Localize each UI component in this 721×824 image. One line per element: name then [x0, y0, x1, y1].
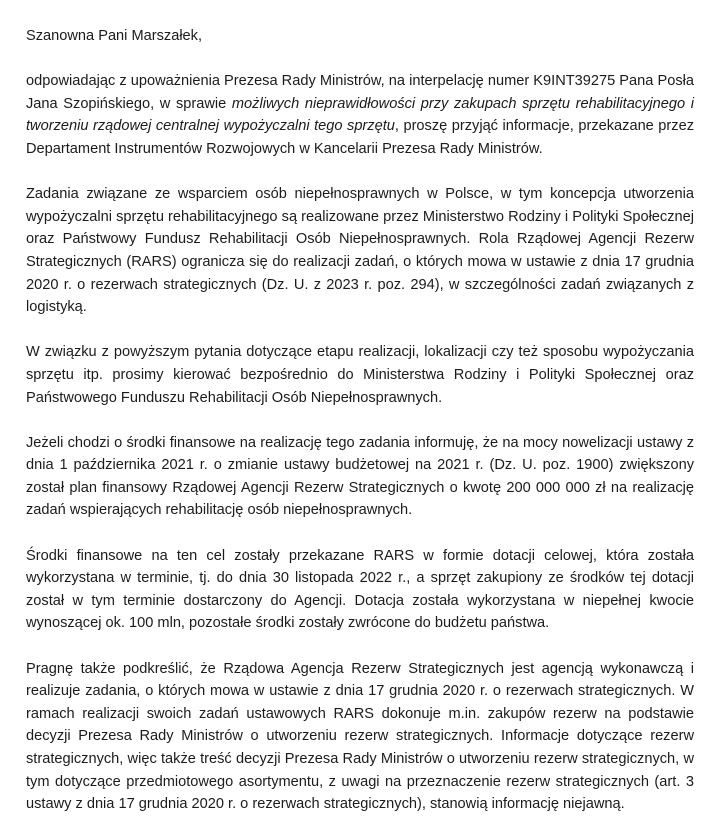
- paragraph-intro-response: [26, 70, 694, 160]
- paragraph-text: Jeżeli chodzi o środki finansowe na realizację tego zadania informuję, że na mocy nowelizacji ustawy z dnia 1 października 2021 r. o zmianie ustawy budżetowej na 2021 r. (Dz. U. poz. 1900) zwiększony został plan finansowy Rządowej Agencji Rezerw Strategicznych o kwotę 200 000 000 zł na realizację zadań wspierających rehabilitację osób niepełnosprawnych.: [26, 434, 694, 519]
- paragraph-text: Pragnę także podkreślić, że Rządowa Agencja Rezerw Strategicznych jest agencją wykonawczą i realizuje zadania, o których mowa w ustawie z dnia 17 grudnia 2020 r. o rezerwach strategicznych. W ramach realizacji swoich zadań ustawowych RARS dokonuje m.in. zakupów rezerw na podstawie decyzji Prezesa Rady Ministrów o utworzeniu rezerw strategicznych. Informacje dotyczące rezerw strategicznych, więc także treść decyzji Prezesa Rady Ministrów o utworzeniu rezerw strategicznych, w tym dotyczące przedmiotowego asortymentu, z uwagi na przeznaczenie rezerw strategicznych (art. 3 ustawy z dnia 17 grudnia 2020 r. o rezerwach strategicznych), stanowią informację niejawną.: [26, 660, 694, 813]
- paragraph-redirect-questions: [26, 341, 694, 409]
- paragraph-grant-usage: [26, 545, 694, 635]
- paragraph-text: Środki finansowe na ten cel zostały przekazane RARS w formie dotacji celowej, która została wykorzystana w terminie, tj. do dnia 30 listopada 2022 r., a sprzęt zakupiony ze środków tej dotacji został w tym terminie dostarczony do Agencji. Dotacja została wykorzystana w niepełnej kwocie wynoszącej ok. 100 mln, pozostałe środki zostały zwrócone do budżetu państwa.: [26, 547, 694, 632]
- paragraph-classified-info: [26, 658, 694, 816]
- paragraph-text-italic: możliwych nieprawidłowości przy zakupach sprzętu rehabilitacyjnego i tworzeniu rządowej centralnej wypożyczalni tego sprzętu: [26, 95, 694, 135]
- paragraph-text: , proszę przyjąć informacje, przekazane przez Departament Instrumentów Rozwojowych w Kancelarii Prezesa Rady Ministrów.: [26, 118, 694, 157]
- paragraph-text: Zadania związane ze wsparciem osób niepełnosprawnych w Polsce, w tym koncepcja utworzenia wypożyczalni sprzętu rehabilitacyjnego są realizowane przez Ministerstwo Rodziny i Polityki Społecznej oraz Państwowy Fundusz Rehabilitacji Osób Niepełnosprawnych. Rola Rządowej Agencji Rezerw Strategicznych (RARS) ogranicza się do realizacji zadań, o których mowa w ustawie z dnia 17 grudnia 2020 r. o rezerwach strategicznych (Dz. U. z 2023 r. poz. 294), w szczególności zadań związanych z logistyką.: [26, 186, 694, 316]
- paragraph-text: W związku z powyższym pytania dotyczące etapu realizacji, lokalizacji czy też sposobu wypożyczania sprzętu itp. prosimy kierować bezpośrednio do Ministerstwa Rodziny i Polityki Społecznej oraz Państwowego Funduszu Rehabilitacji Osób Niepełnosprawnych.: [26, 344, 694, 406]
- paragraph-tasks-support: [26, 183, 694, 319]
- paragraph-financial-means: [26, 432, 694, 522]
- paragraph-text: odpowiadając z upoważnienia Prezesa Rady Ministrów, na interpelację numer K9INT39275 Pana Posła Jana Szopińskiego, w sprawie: [26, 73, 694, 112]
- salutation: Szanowna Pani Marszałek,: [26, 28, 203, 44]
